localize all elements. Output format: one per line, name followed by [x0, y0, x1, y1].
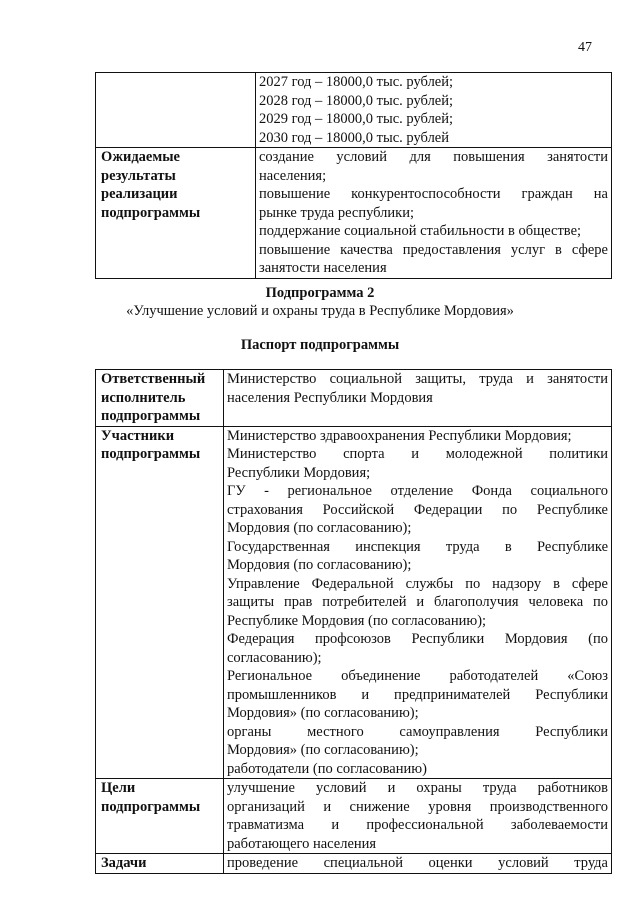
label-line: реализации — [101, 186, 178, 202]
text-line: организаций и снижение уровня производственного — [227, 798, 608, 815]
row-content — [224, 426, 612, 779]
label-line: Цели — [101, 780, 136, 796]
subprogram-title: Подпрограмма 2 — [265, 285, 375, 301]
page-number: 47 — [578, 40, 592, 55]
label-line: подпрограммы — [101, 798, 201, 815]
table-row — [96, 854, 612, 874]
text-line: повышение конкурентоспособности граждан на — [259, 186, 608, 202]
text-line: защиты прав потребителей и благополучия человека по — [227, 594, 608, 610]
text-line: ГУ - региональное отделение Фонда социального — [227, 483, 608, 499]
text-line: Министерство социальной защиты, труда и занятости — [227, 371, 608, 387]
row-label — [96, 779, 224, 854]
text-line: Региональное объединение работодателей «Союз — [227, 668, 608, 684]
text-line: Министерство здравоохранения Республики Мордовия; — [227, 427, 572, 444]
text-line: создание условий для повышения занятости — [259, 149, 608, 165]
text-line: занятости населения — [259, 260, 387, 276]
text-line: населения; — [259, 167, 327, 184]
text-line: Федерация профсоюзов Республики Мордовия (по — [227, 631, 608, 647]
text-line: улучшение условий и охраны труда работников — [227, 780, 608, 796]
label-line: подпрограммы — [101, 204, 201, 221]
row-label — [96, 854, 224, 874]
expected-results-label — [96, 148, 256, 279]
row-content — [224, 854, 612, 874]
text-line: промышленников и предпринимателей Республики — [227, 686, 608, 703]
row-label — [96, 370, 224, 427]
text-line: Мордовия (по согласованию); — [227, 557, 412, 573]
text-line: Государственная инспекция труда в Республике — [227, 538, 608, 555]
text-line: страхования Российской Федерации по Республике — [227, 501, 608, 518]
text-line: работающего населения — [227, 835, 377, 852]
funding-line: 2027 год – 18000,0 тыс. рублей; — [259, 74, 454, 90]
text-line: населения Республики Мордовия — [227, 389, 433, 406]
text-line: Мордовия» (по согласованию); — [227, 742, 419, 758]
label-line: подпрограммы — [101, 408, 201, 424]
text-line: Управление Федеральной службы по надзору в сфере — [227, 575, 608, 592]
text-line: работодатели (по согласованию) — [227, 760, 427, 777]
text-line: травматизма и профессиональной заболеваемости — [227, 817, 608, 833]
passport-table — [95, 369, 612, 874]
label-line: Ожидаемые — [101, 149, 180, 165]
row-label — [96, 426, 224, 779]
label-line: подпрограммы — [101, 446, 201, 462]
subprogram-name: «Улучшение условий и охраны труда в Республике Мордовия» — [126, 303, 514, 319]
text-line: повышение качества предоставления услуг в сфере — [259, 241, 608, 258]
label-line: результаты — [101, 167, 176, 184]
funding-line: 2030 год – 18000,0 тыс. рублей — [259, 129, 450, 146]
expected-results-cell — [256, 148, 612, 279]
text-line: Министерство спорта и молодежной политики — [227, 446, 608, 462]
passport-title: Паспорт подпрограммы — [240, 337, 400, 353]
text-line: Мордовия» (по согласованию); — [227, 705, 419, 721]
funding-results-table — [95, 72, 612, 279]
table-row — [96, 370, 612, 427]
text-line: поддержание социальной стабильности в обществе; — [259, 223, 582, 239]
text-line: Мордовия (по согласованию); — [227, 520, 412, 536]
funding-cell — [256, 73, 612, 148]
text-line: рынке труда республики; — [259, 204, 414, 221]
table-row — [96, 426, 612, 779]
label-line: Задачи — [101, 855, 147, 871]
text-line: органы местного самоуправления Республики — [227, 723, 608, 740]
text-line: согласованию); — [227, 649, 322, 666]
table-row — [96, 73, 612, 148]
label-line: Участники — [101, 427, 175, 444]
label-line: исполнитель — [101, 389, 186, 406]
row-content — [224, 370, 612, 427]
funding-line: 2029 год – 18000,0 тыс. рублей; — [259, 111, 454, 127]
table-row — [96, 148, 612, 279]
table-row — [96, 779, 612, 854]
empty-label-cell — [96, 73, 256, 148]
row-content — [224, 779, 612, 854]
funding-line: 2028 год – 18000,0 тыс. рублей; — [259, 92, 454, 109]
label-line: Ответственный — [101, 371, 206, 387]
text-line: проведение специальной оценки условий труда — [227, 855, 608, 871]
text-line: Республике Мордовия (по согласованию); — [227, 612, 487, 629]
text-line: Республики Мордовия; — [227, 464, 371, 481]
